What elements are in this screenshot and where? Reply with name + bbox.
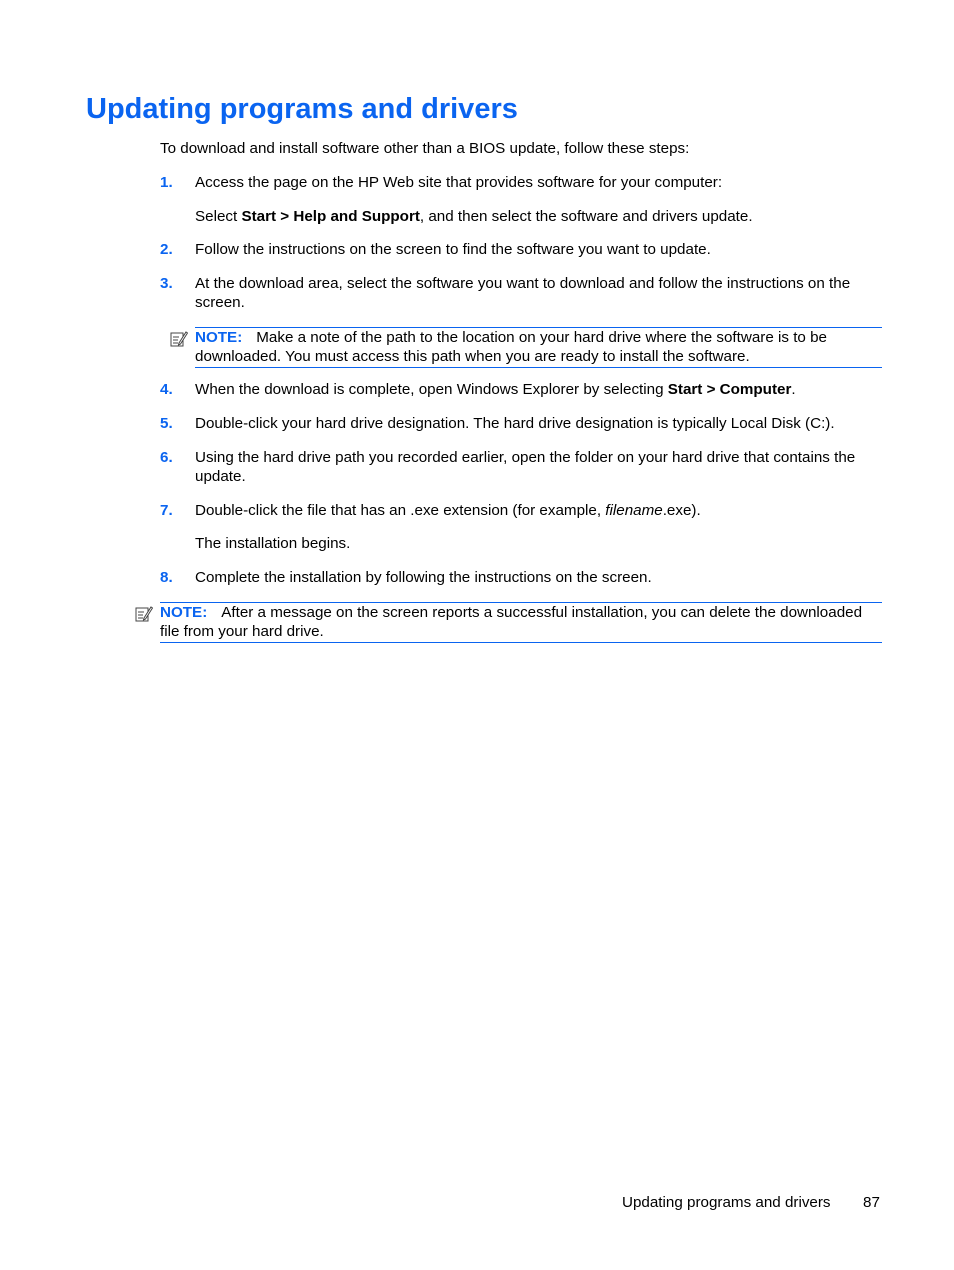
step-number: 8. bbox=[160, 569, 173, 586]
step-text: At the download area, select the software you want to download and follow the instructions on the screen. bbox=[195, 275, 851, 311]
note-label: NOTE: bbox=[160, 604, 208, 621]
step-1 bbox=[160, 173, 882, 192]
step-6 bbox=[160, 448, 882, 486]
step-number: 7. bbox=[160, 502, 173, 519]
step-text: Double-click your hard drive designation. The hard drive designation is typically Local Disk (C:). bbox=[195, 415, 835, 432]
note-text: Make a note of the path to the location on your hard drive where the software is to be downloaded. You must access this path when you are ready to install the software. bbox=[195, 329, 827, 365]
page-number: 87 bbox=[863, 1194, 880, 1211]
note-text: After a message on the screen reports a successful installation, you can delete the downloaded file from your hard drive. bbox=[160, 604, 863, 640]
detail-text: Select bbox=[195, 208, 242, 225]
step-7 bbox=[160, 501, 882, 520]
step-2 bbox=[160, 240, 882, 259]
step-7-detail: The installation begins. bbox=[195, 535, 351, 552]
footer-section-title: Updating programs and drivers bbox=[622, 1194, 831, 1211]
note-pencil-icon bbox=[135, 605, 153, 623]
step-number: 3. bbox=[160, 275, 173, 292]
step-text bbox=[195, 380, 882, 399]
step-8 bbox=[160, 568, 882, 587]
text-segment: Double-click the file that has an .exe extension (for example, bbox=[195, 502, 606, 519]
step-3 bbox=[160, 274, 882, 312]
step-5 bbox=[160, 414, 882, 433]
step-number: 2. bbox=[160, 241, 173, 258]
note-pencil-icon bbox=[170, 330, 188, 348]
step-text: Follow the instructions on the screen to find the software you want to update. bbox=[195, 241, 711, 258]
menu-path: Start > Computer bbox=[667, 381, 792, 398]
note-label: NOTE: bbox=[195, 329, 243, 346]
note-box bbox=[160, 602, 882, 643]
step-text: Using the hard drive path you recorded earlier, open the folder on your hard drive that contains the update. bbox=[195, 449, 856, 485]
step-number: 4. bbox=[160, 381, 173, 398]
page-title: Updating programs and drivers bbox=[86, 93, 518, 125]
intro-text: To download and install software other than a BIOS update, follow these steps: bbox=[160, 140, 690, 157]
detail-text: , and then select the software and drivers update. bbox=[419, 208, 753, 225]
step-text: Access the page on the HP Web site that provides software for your computer: bbox=[195, 174, 723, 191]
text-segment: . bbox=[791, 381, 796, 398]
step-4 bbox=[160, 380, 882, 399]
step-text: Complete the installation by following the instructions on the screen. bbox=[195, 569, 652, 586]
step-1-detail bbox=[195, 207, 753, 226]
step-number: 6. bbox=[160, 449, 173, 466]
text-segment: .exe). bbox=[662, 502, 701, 519]
menu-path: Start > Help and Support bbox=[241, 208, 420, 225]
text-segment: When the download is complete, open Windows Explorer by selecting bbox=[195, 381, 668, 398]
step-number: 1. bbox=[160, 174, 173, 191]
step-text bbox=[195, 501, 882, 520]
step-number: 5. bbox=[160, 415, 173, 432]
filename-text: filename bbox=[605, 502, 663, 519]
note-box bbox=[195, 327, 882, 368]
